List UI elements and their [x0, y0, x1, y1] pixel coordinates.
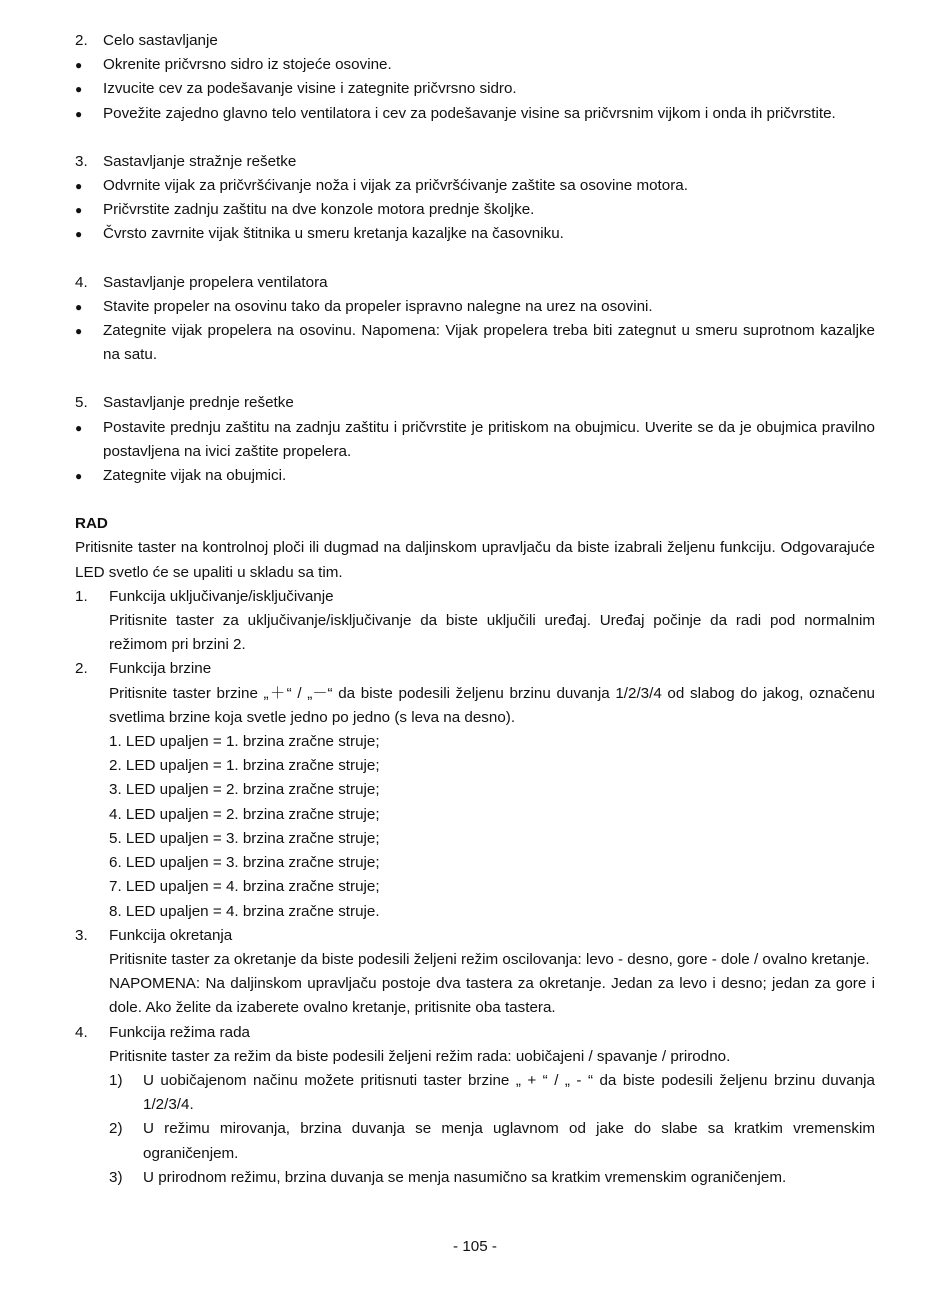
function-text: Pritisnite taster za uključivanje/isključivanje da biste uključili uređaj. Uređaj počinje da radi pod normalnim režimom pri brzini 2.: [109, 612, 875, 654]
function-note: NAPOMENA: Na daljinskom upravljaču postoje dva tastera za okretanje. Jedan za levo i desno; jedan za gore i dole. Ako želite da izaberete ovalno kretanje, pritisnite oba tastera.: [109, 975, 875, 1017]
mode-number: 2): [109, 1120, 123, 1138]
led-list-item: 4. LED upaljen = 2. brzina zračne struje;: [109, 805, 380, 823]
led-list-item: 6. LED upaljen = 3. brzina zračne struje;: [109, 854, 380, 872]
function-number: 4.: [75, 1023, 88, 1041]
bullet-text: Povežite zajedno glavno telo ventilatora i cev za podešavanje visine sa pričvrsnim vijkom i onda ih pričvrstite.: [103, 104, 836, 122]
mode-text: U uobičajenom načinu možete pritisnuti taster brzine „ + “ / „ - “ da biste podesili željenu brzinu duvanja 1/2/3/4.: [143, 1071, 875, 1114]
led-list-item: 2. LED upaljen = 1. brzina zračne struje;: [109, 757, 380, 775]
bullet-icon: ●: [75, 299, 83, 314]
bullet-item: [75, 77, 875, 101]
section-title: Sastavljanje stražnje rešetke: [103, 152, 297, 170]
bullet-item: [75, 295, 875, 319]
bullet-icon: ●: [75, 469, 83, 484]
bullet-text: Stavite propeler na osovinu tako da propeler ispravno nalegne na urez na osovini.: [103, 297, 653, 315]
led-list-item: 1. LED upaljen = 1. brzina zračne struje;: [109, 733, 380, 751]
section-heading: [75, 391, 875, 415]
rad-intro: Pritisnite taster na kontrolnoj ploči ili dugmad na daljinskom upravljaču da biste izabrali željenu funkciju. Odgovarajuće LED svetlo će se upaliti u skladu sa tim.: [75, 539, 875, 581]
bullet-item: [75, 464, 875, 488]
function-heading: [75, 924, 875, 948]
function-title: Funkcija režima rada: [109, 1023, 250, 1041]
function-heading: [75, 585, 875, 609]
bullet-icon: ●: [75, 179, 83, 194]
function-number: 2.: [75, 660, 88, 678]
function-text: Pritisnite taster brzine „＋“ / „－“ da biste podesili željenu brzinu duvanja 1/2/3/4 od slabog do jakog, označenu svetlima brzine koja svetle jedno po jedno (s leva na desno).: [109, 684, 875, 726]
function-title: Funkcija brzine: [109, 660, 212, 678]
document-page: [75, 29, 875, 1190]
led-list-item: 3. LED upaljen = 2. brzina zračne struje;: [109, 781, 380, 799]
bullet-icon: ●: [75, 82, 83, 97]
bullet-text: Zategnite vijak propelera na osovinu. Napomena: Vijak propelera treba biti zategnut u smeru suprotnom kazaljke na satu.: [103, 322, 875, 364]
mode-list-item: [75, 1166, 875, 1190]
mode-list-item: [75, 1069, 875, 1117]
bullet-item: [75, 416, 875, 464]
section-number: 4.: [75, 273, 88, 291]
mode-number: 3): [109, 1168, 123, 1186]
bullet-icon: ●: [75, 203, 83, 218]
bullet-item: [75, 222, 875, 246]
function-text: Pritisnite taster za okretanje da biste podesili željeni režim oscilovanja: levo - desno, gore - dole / ovalno kretanje.: [109, 950, 870, 968]
bullet-item: [75, 174, 875, 198]
bullet-text: Izvucite cev za podešavanje visine i zategnite pričvrsno sidro.: [103, 80, 517, 98]
led-list-item: 7. LED upaljen = 4. brzina zračne struje;: [109, 878, 380, 896]
bullet-text: Odvrnite vijak za pričvršćivanje noža i vijak za pričvršćivanje zaštite sa osovine motora.: [103, 177, 688, 195]
bullet-text: Okrenite pričvrsno sidro iz stojeće osovine.: [103, 56, 392, 74]
led-list-item: 8. LED upaljen = 4. brzina zračne struje.: [109, 902, 380, 920]
mode-text: U prirodnom režimu, brzina duvanja se menja nasumično sa kratkim vremenskim ograničenjem.: [143, 1168, 787, 1186]
bullet-icon: ●: [75, 58, 83, 73]
bullet-icon: ●: [75, 324, 83, 339]
bullet-item: [75, 53, 875, 77]
bullet-icon: ●: [75, 227, 83, 242]
bullet-text: Čvrsto zavrnite vijak štitnika u smeru kretanja kazaljke na časovniku.: [103, 225, 564, 243]
bullet-text: Postavite prednju zaštitu na zadnju zaštitu i pričvrstite je pritiskom na obujmicu. Uverite se da je obujmica pravilno postavljena na ivici zaštite propelera.: [103, 418, 875, 460]
section-title: Sastavljanje prednje rešetke: [103, 394, 294, 412]
section-title: Sastavljanje propelera ventilatora: [103, 273, 328, 291]
bullet-text: Pričvrstite zadnju zaštitu na dve konzole motora prednje školjke.: [103, 201, 535, 219]
function-title: Funkcija okretanja: [109, 926, 233, 944]
led-list-item: 5. LED upaljen = 3. brzina zračne struje;: [109, 829, 380, 847]
section-number: 3.: [75, 152, 88, 170]
section-heading: [75, 271, 875, 295]
mode-number: 1): [109, 1071, 123, 1089]
mode-text: U režimu mirovanja, brzina duvanja se menja uglavnom od jake do slabe sa kratkim vremenskim ograničenjem.: [143, 1120, 875, 1162]
bullet-icon: ●: [75, 106, 83, 121]
function-number: 3.: [75, 926, 88, 944]
bullet-icon: ●: [75, 420, 83, 435]
bullet-text: Zategnite vijak na obujmici.: [103, 467, 287, 485]
bullet-item: [75, 319, 875, 367]
bullet-item: [75, 102, 875, 126]
function-number: 1.: [75, 587, 88, 605]
section-title: Celo sastavljanje: [103, 32, 218, 49]
function-heading: [75, 1021, 875, 1045]
function-heading: [75, 657, 875, 681]
section-heading: [75, 29, 875, 53]
bullet-item: [75, 198, 875, 222]
function-title: Funkcija uključivanje/isključivanje: [109, 587, 334, 605]
section-number: 2.: [75, 32, 88, 49]
section-number: 5.: [75, 394, 88, 412]
function-text: Pritisnite taster za režim da biste podesili željeni režim rada: uobičajeni / spavanje / prirodno.: [109, 1047, 731, 1065]
page-number: - 105 -: [453, 1238, 497, 1255]
section-heading: [75, 150, 875, 174]
rad-heading: RAD: [75, 515, 108, 533]
mode-list-item: [75, 1117, 875, 1165]
